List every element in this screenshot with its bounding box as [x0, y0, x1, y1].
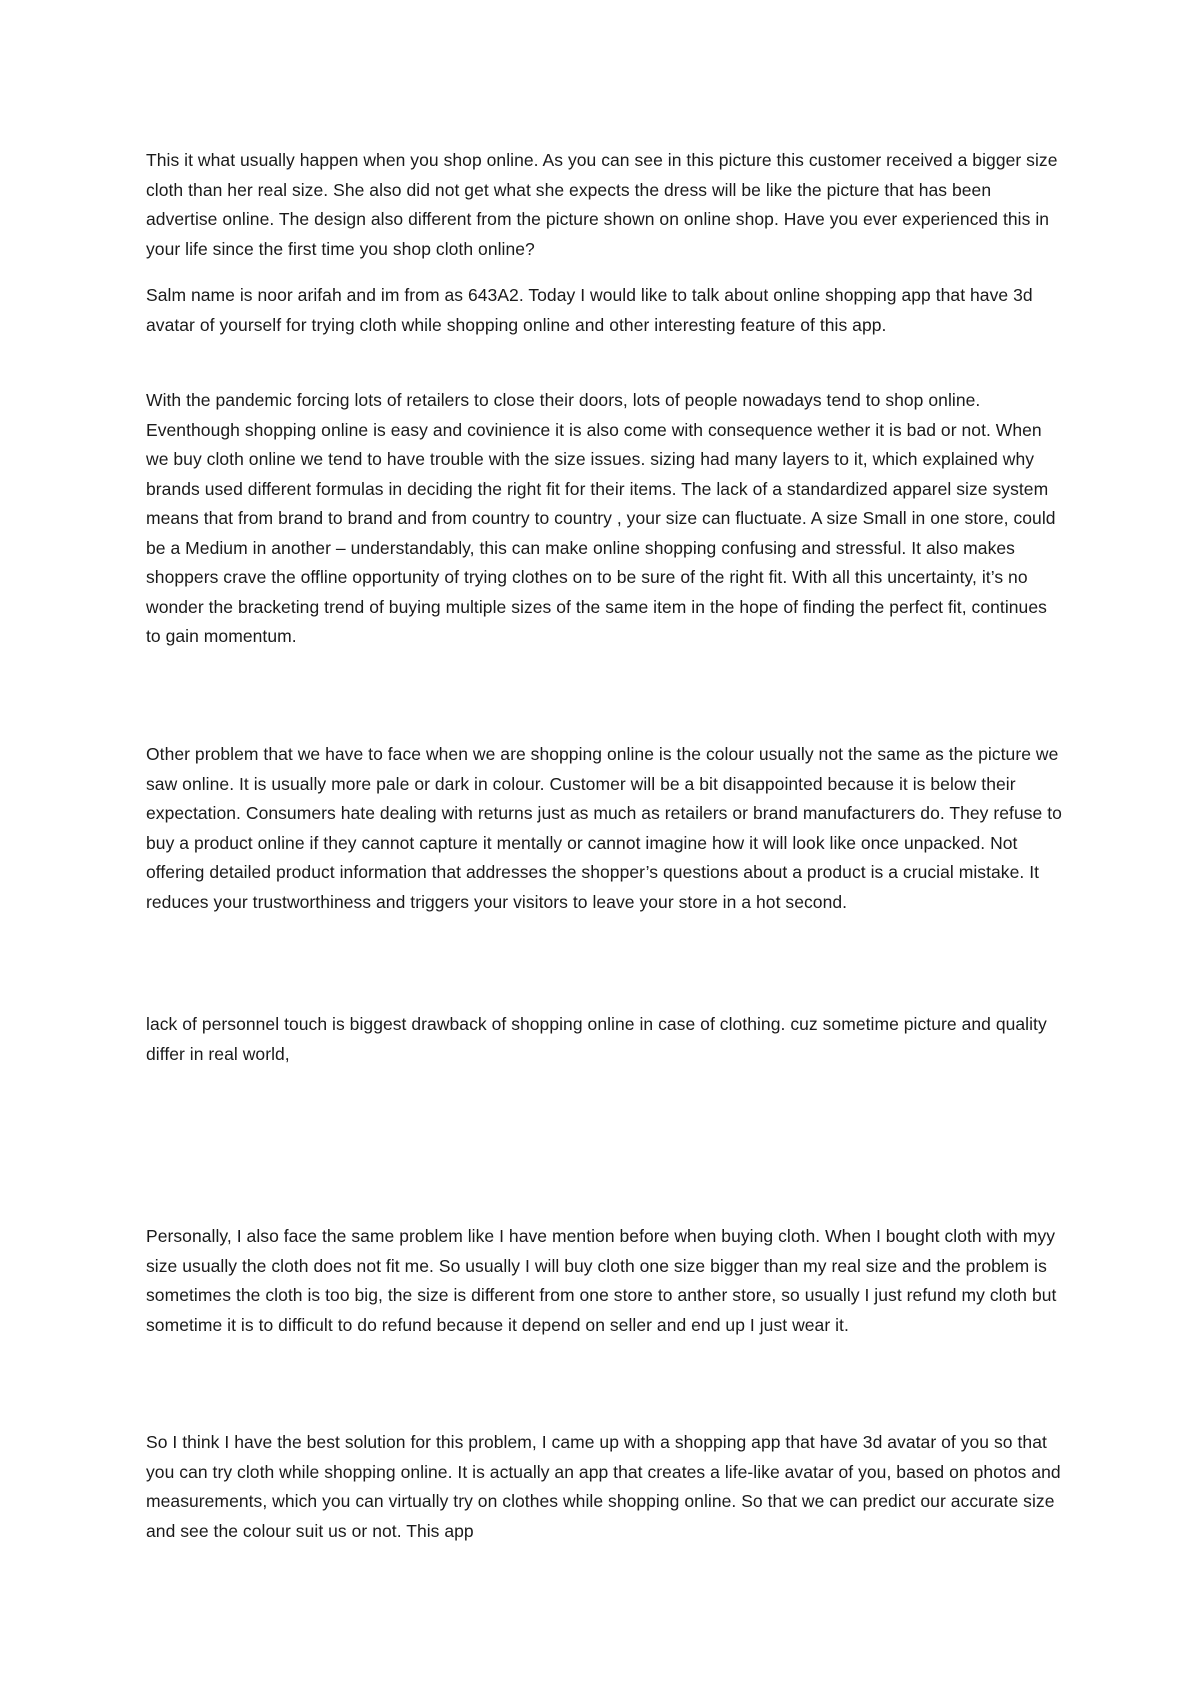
paragraph-personal-experience: Personally, I also face the same problem like I have mention before when buying cloth. When I bought cloth with myy size usually the cloth does not fit me. So usually I will buy cloth one size bigger than my real size and the problem is sometimes the cloth is too big, the size is different from one store to anther store, so usually I just refund my cloth but sometime it is to difficult to do refund because it depend on seller and end up I just wear it. — [146, 1226, 1057, 1335]
paragraph-greeting: Salm name is noor arifah and im from as 643A2. Today I would like to talk about online shopping app that have 3d avatar of yourself for trying cloth while shopping online and other interesting feature of this app. — [146, 285, 1033, 335]
paragraph-personal-touch: lack of personnel touch is biggest drawback of shopping online in case of clothing. cuz sometime picture and quality differ in real world, — [146, 1014, 1047, 1064]
paragraph-size-issues: With the pandemic forcing lots of retailers to close their doors, lots of people nowadays tend to shop online. Eventhough shopping online is easy and covinience it is also come with consequence wether it is bad or not. When we buy cloth online we tend to have trouble with the size issues. sizing had many layers to it, which explained why brands used different formulas in deciding the right fit for their items. The lack of a standardized apparel size system means that from brand to brand and from country to country , your size can fluctuate. A size Small in one store, could be a Medium in another – understandably, this can make online shopping confusing and stressful. It also makes shoppers crave the offline opportunity of trying clothes on to be sure of the right fit. With all this uncertainty, it’s no wonder the bracketing trend of buying multiple sizes of the same item in the hope of finding the perfect fit, continues to gain momentum. — [146, 390, 1056, 646]
paragraph-intro: This it what usually happen when you shop online. As you can see in this picture this customer received a bigger size cloth than her real size. She also did not get what she expects the dress will be like the picture that has been advertise online. The design also different from the picture shown on online shop. Have you ever experienced this in your life since the first time you shop cloth online? — [146, 150, 1058, 259]
paragraph-solution: So I think I have the best solution for this problem, I came up with a shopping app that have 3d avatar of you so that you can try cloth while shopping online. It is actually an app that creates a life-like avatar of you, based on photos and measurements, which you can virtually try on clothes while shopping online. So that we can predict our accurate size and see the colour suit us or not. This app — [146, 1432, 1061, 1541]
paragraph-colour-problem: Other problem that we have to face when we are shopping online is the colour usually not the same as the picture we saw online. It is usually more pale or dark in colour. Customer will be a bit disappointed because it is below their expectation. Consumers hate dealing with returns just as much as retailers or brand manufacturers do. They refuse to buy a product online if they cannot capture it mentally or cannot imagine how it will look like once unpacked. Not offering detailed product information that addresses the shopper’s questions about a product is a crucial mistake. It reduces your trustworthiness and triggers your visitors to leave your store in a hot second. — [146, 744, 1062, 912]
